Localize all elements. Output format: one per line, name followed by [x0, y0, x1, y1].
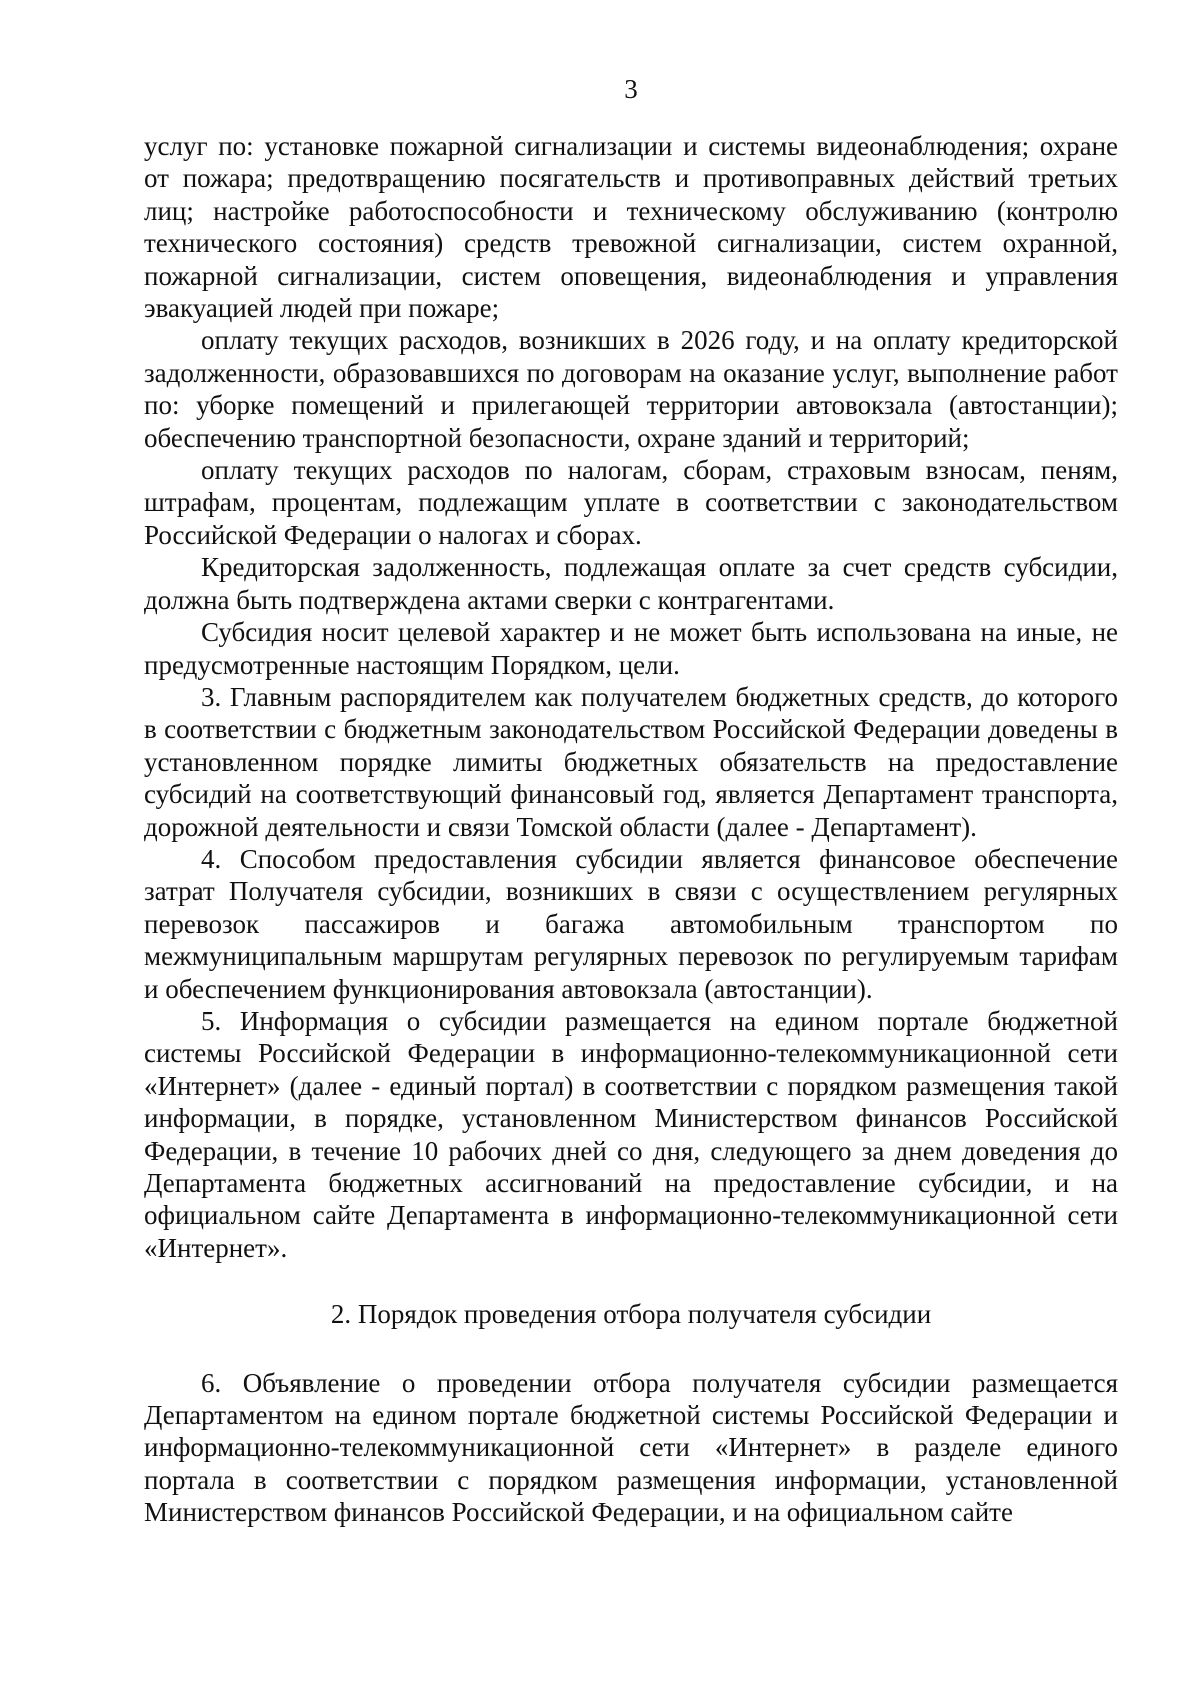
paragraph: 3. Главным распорядителем как получателем бюджетных средств, до которого в соответствии с бюджетным законодательством Российской Федерации доведены в установленном порядке лимиты бюджетных обязательств на предоставление субсидий на соответствующий финансовый год, является Департамент транспорта, дорожной деятельности и связи Томской области (далее - Департамент). [144, 681, 1118, 842]
paragraph: Кредиторская задолженность, подлежащая оплате за счет средств субсидии, должна быть подтверждена актами сверки с контрагентами. [144, 552, 1118, 615]
section-heading: 2. Порядок проведения отбора получателя субсидии [330, 1299, 932, 1330]
paragraph: 6. Объявление о проведении отбора получателя субсидии размещается Департаментом на едином портале бюджетной системы Российской Федерации и информационно-телекоммуникационной сети «Интернет» в разделе единого портала в соответствии с порядком размещения информации, установленной Министерством финансов Российской Федерации, и на официальном сайте [144, 1367, 1118, 1528]
document-body [144, 130, 1118, 1529]
page-number: 3 [624, 74, 638, 104]
paragraph: 5. Информация о субсидии размещается на едином портале бюджетной системы Российской Федерации в информационно-телекоммуникационной сети «Интернет» (далее - единый портал) в соответствии с порядком размещения такой информации, в порядке, установленном Министерством финансов Российской Федерации, в течение 10 рабочих дней со дня, следующего за днем доведения до Департамента бюджетных ассигнований на предоставление субсидии, и на официальном сайте Департамента в информационно-телекоммуникационной сети «Интернет». [144, 1005, 1118, 1263]
paragraph: оплату текущих расходов по налогам, сборам, страховым взносам, пеням, штрафам, процентам, подлежащим уплате в соответствии с законодательством Российской Федерации о налогах и сборах. [144, 455, 1118, 550]
paragraph: 4. Способом предоставления субсидии является финансовое обеспечение затрат Получателя субсидии, возникших в связи с осуществлением регулярных перевозок пассажиров и багажа автомобильным транспортом по межмуниципальным маршрутам регулярных перевозок по регулируемым тарифам и обеспечением функционирования автовокзала (автостанции). [144, 843, 1118, 1004]
document-page [144, 70, 1118, 1529]
paragraph: оплату текущих расходов, возникших в 2026 году, и на оплату кредиторской задолженности, образовавшихся по договорам на оказание услуг, выполнение работ по: уборке помещений и прилегающей территории автовокзала (автостанции); обеспечению транспортной безопасности, охране зданий и территорий; [144, 325, 1118, 453]
paragraph: услуг по: установке пожарной сигнализации и системы видеонаблюдения; охране от пожара; предотвращению посягательств и противоправных действий третьих лиц; настройке работоспособности и техническому обслуживанию (контролю технического состояния) средств тревожной сигнализации, систем охранной, пожарной сигнализации, систем оповещения, видеонаблюдения и управления эвакуацией людей при пожаре; [144, 131, 1118, 324]
paragraph: Субсидия носит целевой характер и не может быть использована на иные, не предусмотренные настоящим Порядком, цели. [144, 617, 1118, 680]
